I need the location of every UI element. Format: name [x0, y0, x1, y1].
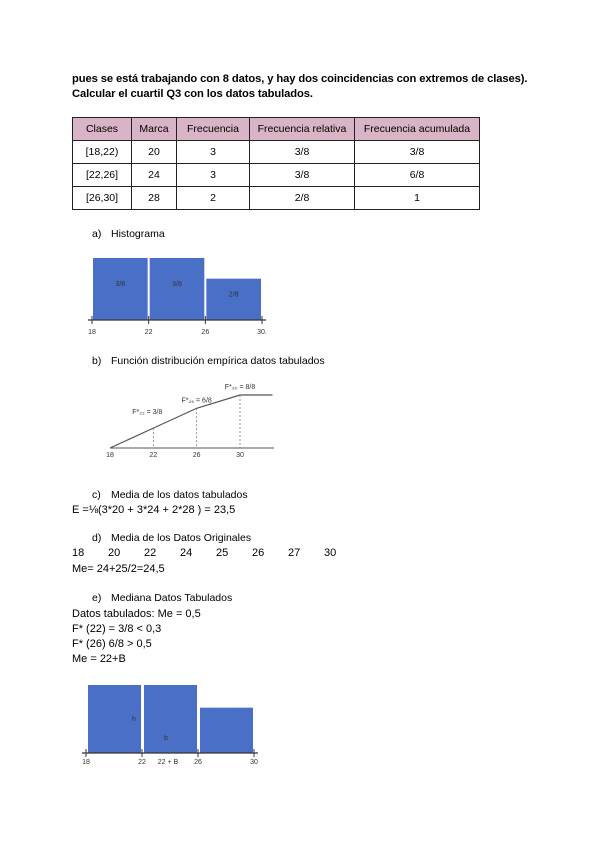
table-cell: 3	[177, 164, 250, 187]
tick-label: 18	[106, 452, 114, 459]
section-c-title: Media de los datos tabulados	[111, 489, 248, 501]
tick-label: 26	[201, 329, 210, 336]
table-cell: 6/8	[355, 164, 480, 187]
tick-label: 26	[192, 452, 201, 459]
table-cell: 28	[132, 187, 177, 210]
table-cell: [18,22)	[73, 141, 132, 164]
table-cell: 3/8	[250, 164, 355, 187]
section-b-letter: b)	[92, 355, 102, 367]
section-c-letter: c)	[92, 489, 101, 501]
tick-label: 22	[144, 329, 153, 336]
tick-label: 22	[138, 759, 146, 766]
table-cell: 2	[177, 187, 250, 210]
table-cell: 2/8	[250, 187, 355, 210]
section-a-letter: a)	[92, 228, 102, 240]
tick-label: 18	[88, 329, 96, 336]
cdf-annotation: F*₂₂ = 3/8	[132, 409, 163, 417]
median-line: F* (22) = 3/8 < 0,3	[72, 623, 162, 635]
tick-label: 30	[250, 759, 258, 766]
tick-label: 18	[82, 759, 90, 766]
table-cell: 3/8	[355, 141, 480, 164]
section-b-title: Función distribución empírica datos tabulados	[111, 355, 325, 367]
table-cell: 24	[132, 164, 177, 187]
data-value: 26	[252, 547, 265, 559]
tick-label: 22	[149, 452, 158, 459]
data-value: 18	[72, 547, 85, 559]
median-original-result: Me= 24+25/2=24,5	[72, 563, 165, 575]
data-value: 24	[180, 547, 193, 559]
table-header: Clases	[73, 118, 132, 141]
data-value: 25	[216, 547, 229, 559]
cdf-annotation: F*₃₀ = 8/8	[224, 384, 256, 391]
data-value: 22	[144, 547, 157, 559]
median-line: Me = 22+B	[72, 653, 126, 665]
intro-line-2: Calcular el cuartil Q3 con los datos tabulados.	[72, 88, 313, 100]
tick-label: 22 + B	[157, 759, 179, 766]
data-value: 30	[324, 547, 337, 559]
table-header: Frecuencia relativa	[250, 118, 355, 141]
bar-label: 3/8	[172, 281, 182, 288]
median-line: Datos tabulados: Me = 0,5	[72, 608, 201, 620]
table-cell: 3/8	[250, 141, 355, 164]
section-e-title: Mediana Datos Tabulados	[111, 592, 233, 604]
table-cell: [22,26]	[73, 164, 132, 187]
section-a-title: Histograma	[111, 228, 165, 240]
table-header: Frecuencia acumulada	[355, 118, 480, 141]
bar-label: 3/8	[115, 281, 126, 288]
intro-line-1: pues se está trabajando con 8 datos, y hay dos coincidencias con extremos de clases).	[72, 73, 528, 85]
table-cell: 1	[355, 187, 480, 210]
section-d-letter: d)	[92, 532, 102, 544]
median-line: F* (26) 6/8 > 0,5	[72, 638, 152, 650]
histogram-bar	[200, 708, 253, 753]
section-e-letter: e)	[92, 592, 102, 604]
tick-label: 30.	[257, 329, 267, 336]
base-label: b	[164, 735, 168, 742]
mean-formula: E =⅛(3*20 + 3*24 + 2*28 ) = 23,5	[72, 504, 236, 516]
table-header: Marca	[132, 118, 177, 141]
section-d-title: Media de los Datos Originales	[111, 532, 252, 544]
tick-label: 26	[194, 759, 202, 766]
cdf-annotation: F*₂₆ = 6/8	[181, 397, 212, 405]
tick-label: 30	[236, 452, 244, 459]
table-cell: 20	[132, 141, 177, 164]
table-cell: 3	[177, 141, 250, 164]
table-header: Frecuencia	[177, 118, 250, 141]
data-value: 27	[288, 547, 301, 559]
histogram-bar	[144, 685, 197, 753]
bar-label: 2/8	[228, 291, 239, 299]
data-value: 20	[108, 547, 121, 559]
height-label: h	[132, 716, 136, 723]
table-cell: [26,30]	[73, 187, 132, 210]
